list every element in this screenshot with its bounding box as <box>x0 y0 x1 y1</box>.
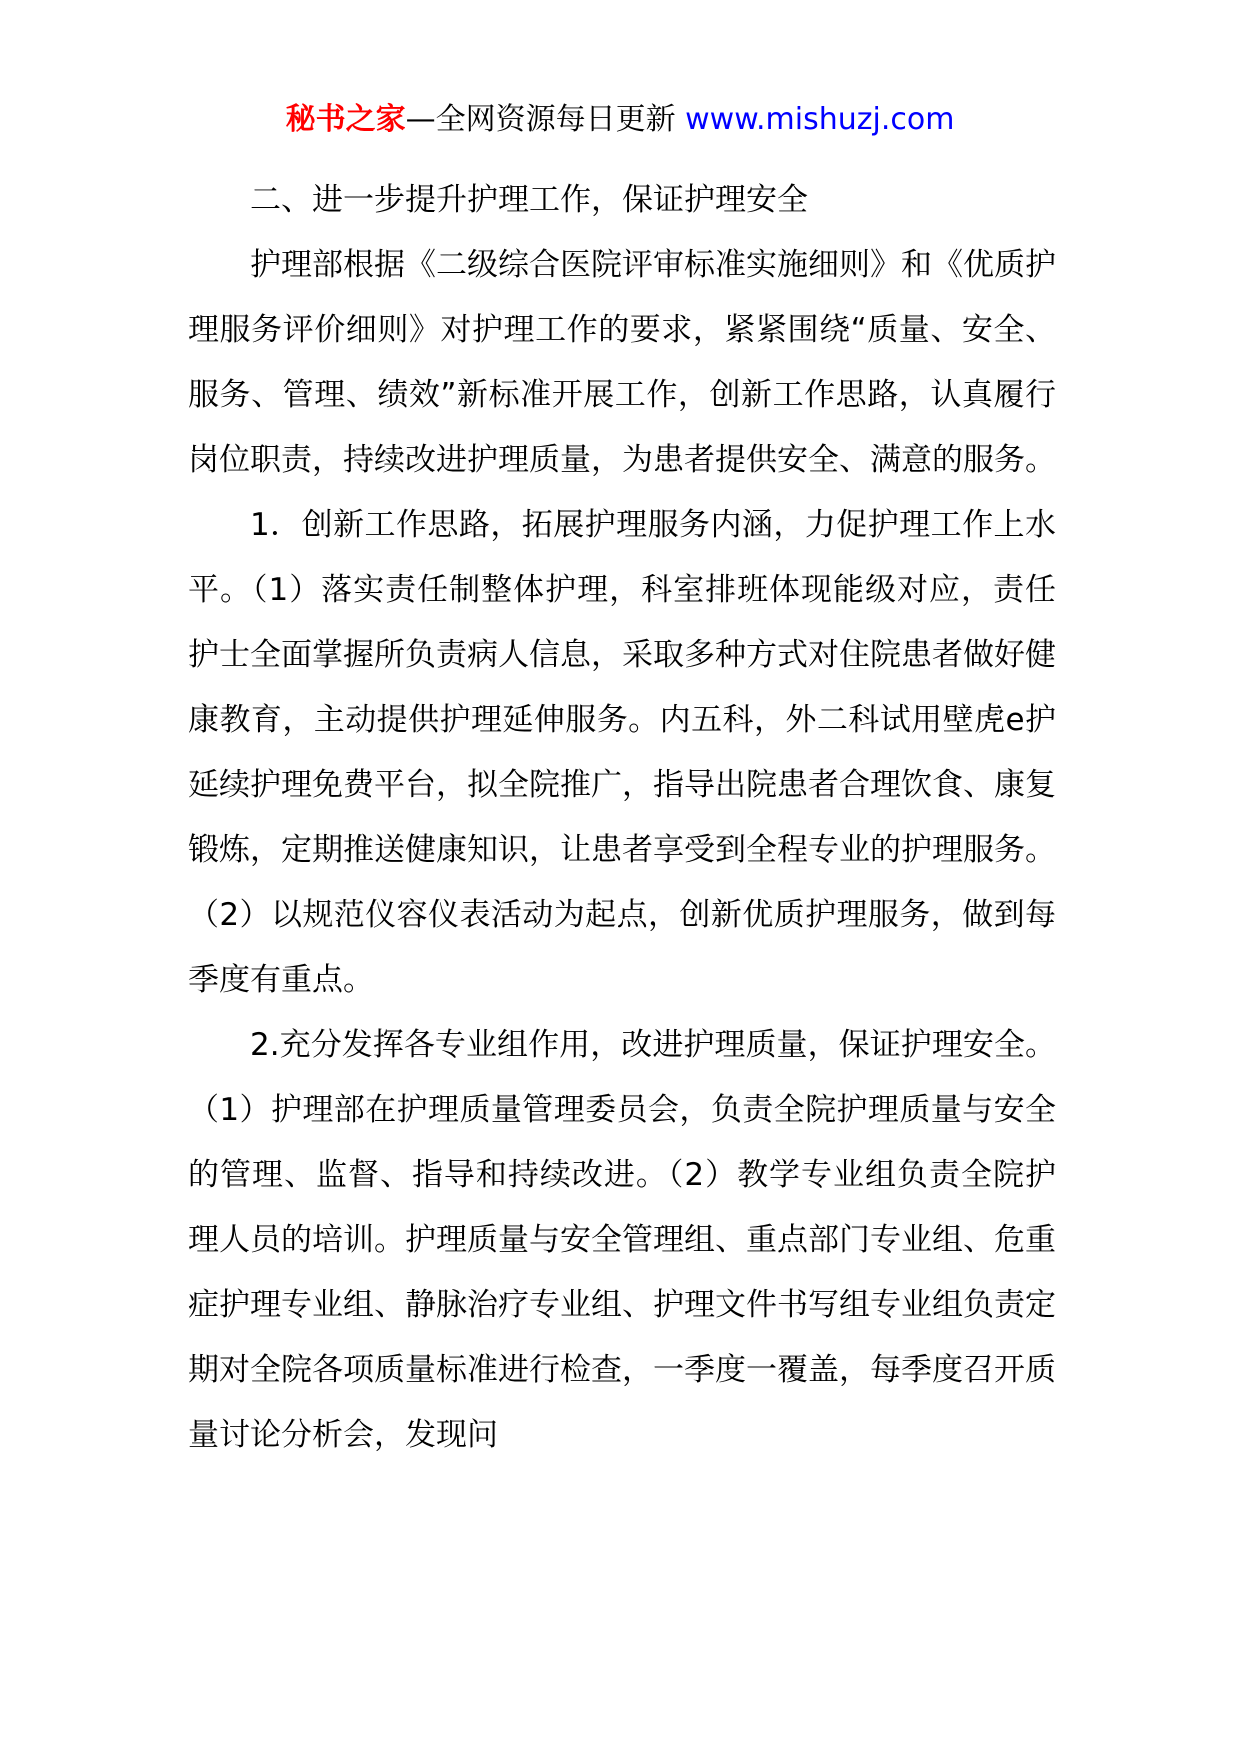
section-heading: 二、进一步提升护理工作，保证护理安全 <box>250 182 808 218</box>
paragraph-item-2: 2.充分发挥各专业组作用，改进护理质量，保证护理安全。（1）护理部在护理质量管理委员会，负责全院护理质量与安全的管理、监督、指导和持续改进。（2）教学专业组负责全院护理人员的培训。护理质量与安全管理组、重点部门专业组、危重症护理专业组、静脉治疗专业组、护理文件书写组专业组负责定期对全院各项质量标准进行检查，一季度一覆盖，每季度召开质量讨论分析会，发现问 <box>188 1027 1056 1453</box>
site-url-link[interactable]: www.mishuzj.com <box>685 102 955 137</box>
paragraph-item-1: 1．创新工作思路，拓展护理服务内涵，力促护理工作上水平。（1）落实责任制整体护理，科室排班体现能级对应，责任护士全面掌握所负责病人信息，采取多种方式对住院患者做好健康教育，主动提供护理延伸服务。内五科，外二科试用壁虎e护延续护理免费平台，拟全院推广，指导出院患者合理饮食、康复锻炼，定期推送健康知识，让患者享受到全程专业的护理服务。（2）以规范仪容仪表活动为起点，创新优质护理服务，做到每季度有重点。 <box>188 507 1056 998</box>
site-header <box>0 100 1240 140</box>
paragraph-intro: 护理部根据《二级综合医院评审标准实施细则》和《优质护理服务评价细则》对护理工作的要求，紧紧围绕“质量、安全、服务、管理、绩效”新标准开展工作，创新工作思路，认真履行岗位职责，持续改进护理质量，为患者提供安全、满意的服务。 <box>188 247 1056 478</box>
brand-name: 秘书之家 <box>285 102 406 137</box>
document-body <box>188 168 1056 1468</box>
header-tagline: —全网资源每日更新 <box>405 102 676 137</box>
